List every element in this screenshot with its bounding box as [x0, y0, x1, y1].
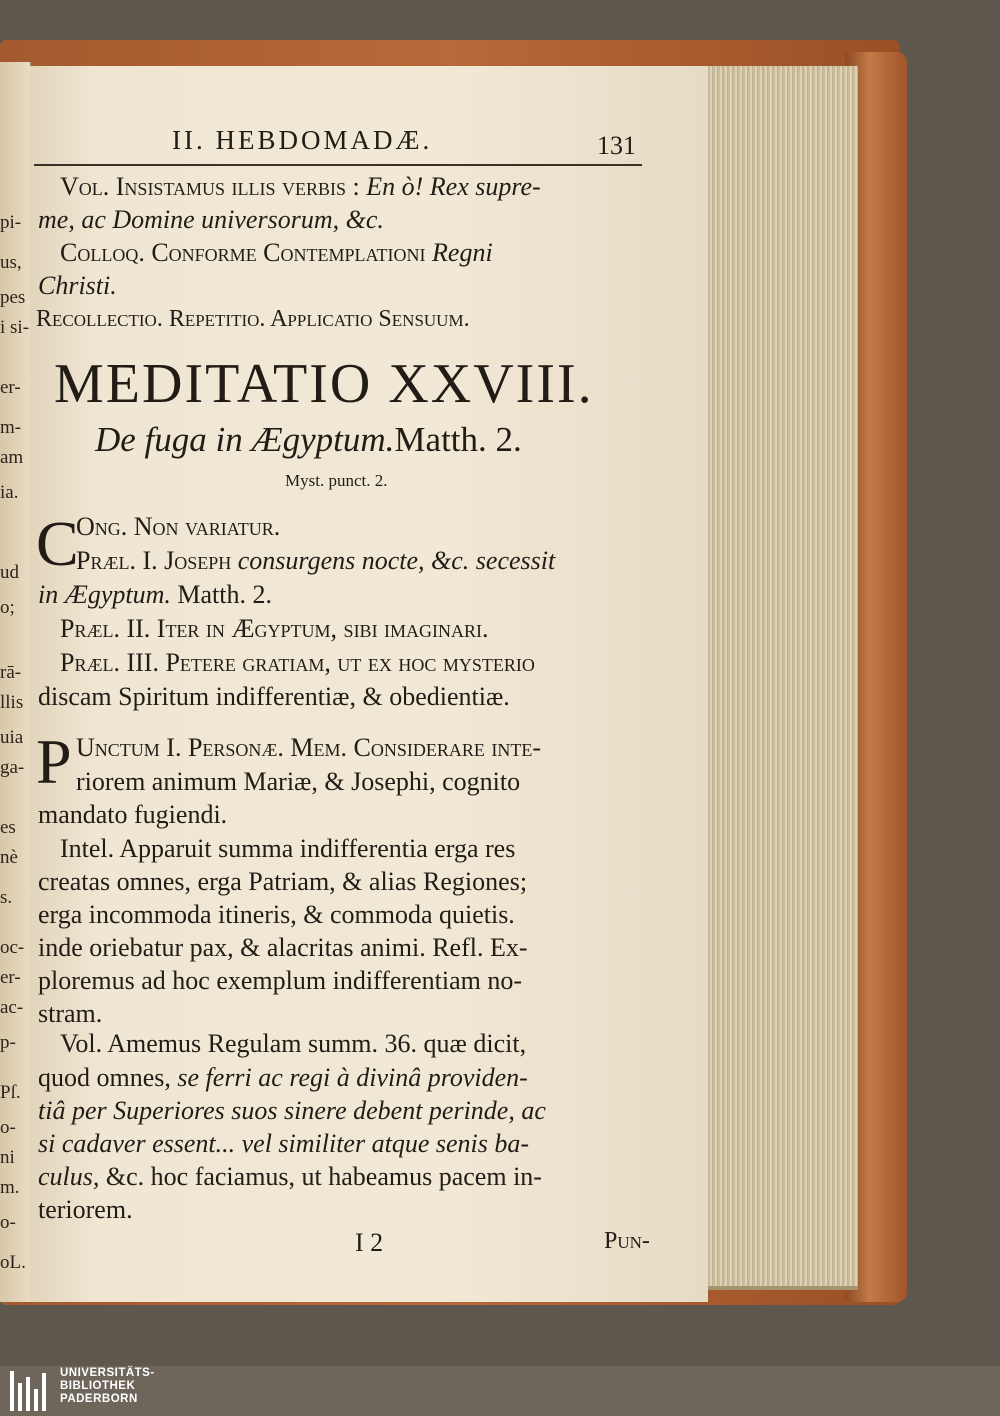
text-line: Christi. [38, 271, 117, 300]
margin-fragment: oL. [0, 1252, 26, 1273]
margin-fragment: s. [0, 887, 13, 908]
catchword: Pun- [604, 1228, 650, 1254]
text-line: Recollectio. Repetitio. Applicatio Sensuum. [36, 306, 470, 332]
margin-fragment: oc- [0, 937, 25, 958]
text-line: culus, &c. hoc faciamus, ut habeamus pacem in- [38, 1162, 542, 1191]
page-fore-edge [708, 66, 858, 1290]
text-line: Vol. Amemus Regulam summ. 36. quæ dicit, [60, 1029, 527, 1058]
margin-fragment: rā- [0, 662, 22, 683]
library-logo-icon [10, 1371, 50, 1411]
margin-fragment: p- [0, 1032, 16, 1053]
text-line: Præl. II. Iter in Ægyptum, sibi imaginari. [60, 614, 489, 643]
margin-fragment: uia [0, 727, 24, 748]
margin-fragment: pes [0, 287, 26, 308]
margin-fragment: us, [0, 252, 22, 273]
margin-fragment: m. [0, 1177, 20, 1198]
margin-fragment: m- [0, 417, 22, 438]
drop-cap: C [36, 508, 79, 579]
text-line: inde oriebatur pax, & alacritas animi. Refl. Ex- [38, 933, 528, 962]
margin-fragment: pi- [0, 212, 22, 233]
margin-fragment: llis [0, 692, 24, 713]
text-line: Vol. Insistamus illis verbis : En ò! Rex supre- [60, 172, 541, 201]
text-line: discam Spiritum indifferentiæ, & obedientiæ. [38, 682, 510, 711]
signature-mark: I 2 [355, 1228, 384, 1257]
left-page [0, 62, 32, 1302]
library-logo-text: UNIVERSITÄTS- BIBLIOTHEK PADERBORN [60, 1367, 155, 1405]
margin-fragment: am [0, 447, 24, 468]
margin-fragment: o; [0, 597, 15, 618]
text-line: Intel. Apparuit summa indifferentia erga res [60, 834, 516, 863]
drop-cap: P [36, 726, 72, 797]
left-page-margin-text [0, 212, 30, 1292]
margin-fragment: o- [0, 1117, 16, 1138]
margin-fragment: ga- [0, 757, 25, 778]
margin-fragment: ni [0, 1147, 15, 1168]
text-line: Colloq. Conforme Contemplationi Regni [60, 238, 493, 267]
text-line: stram. [38, 999, 103, 1028]
margin-fragment: ac- [0, 997, 24, 1018]
margin-fragment: ud [0, 562, 19, 583]
text-line: erga incommoda itineris, & commoda quietis. [38, 900, 515, 929]
text-line: tiâ per Superiores suos sinere debent perinde, ac [38, 1096, 546, 1125]
text-line: Præl. III. Petere gratiam, ut ex hoc mysterio [60, 648, 535, 677]
header-rule [34, 164, 642, 166]
meditation-title: MEDITATIO XXVIII. [54, 353, 594, 415]
margin-fragment: i si- [0, 317, 30, 338]
text-line: creatas omnes, erga Patriam, & alias Regiones; [38, 867, 528, 896]
margin-fragment: Pſ. [0, 1082, 21, 1103]
text-line: teriorem. [38, 1195, 133, 1224]
running-title: II. HEBDOMADÆ. [172, 125, 433, 155]
text-line: quod omnes, se ferri ac regi à divinâ providen- [38, 1063, 528, 1092]
text-line: Ong. Non variatur. [76, 512, 281, 541]
text-line: Unctum I. Personæ. Mem. Considerare inte- [76, 733, 542, 762]
margin-fragment: er- [0, 377, 21, 398]
margin-fragment: ia. [0, 482, 19, 503]
text-line: mandato fugiendi. [38, 800, 228, 829]
text-line: riorem animum Mariæ, & Josephi, cognito [76, 767, 521, 796]
margin-fragment: er- [0, 967, 21, 988]
margin-fragment: nè [0, 847, 18, 868]
text-line: in Ægyptum. Matth. 2. [38, 580, 272, 609]
meditation-subtitle: De fuga in Ægyptum.Matth. 2. [95, 420, 522, 459]
margin-fragment: o- [0, 1212, 16, 1233]
page-number: 131 [597, 131, 636, 160]
text-line: ploremus ad hoc exemplum indifferentiam no- [38, 966, 522, 995]
margin-fragment: es [0, 817, 16, 838]
text-line: si cadaver essent... vel similiter atque senis ba- [38, 1129, 530, 1158]
text-line: me, ac Domine universorum, &c. [38, 205, 384, 234]
text-line: Præl. I. Joseph consurgens nocte, &c. secessit [76, 546, 556, 575]
mystery-reference: Myst. punct. 2. [285, 471, 388, 490]
